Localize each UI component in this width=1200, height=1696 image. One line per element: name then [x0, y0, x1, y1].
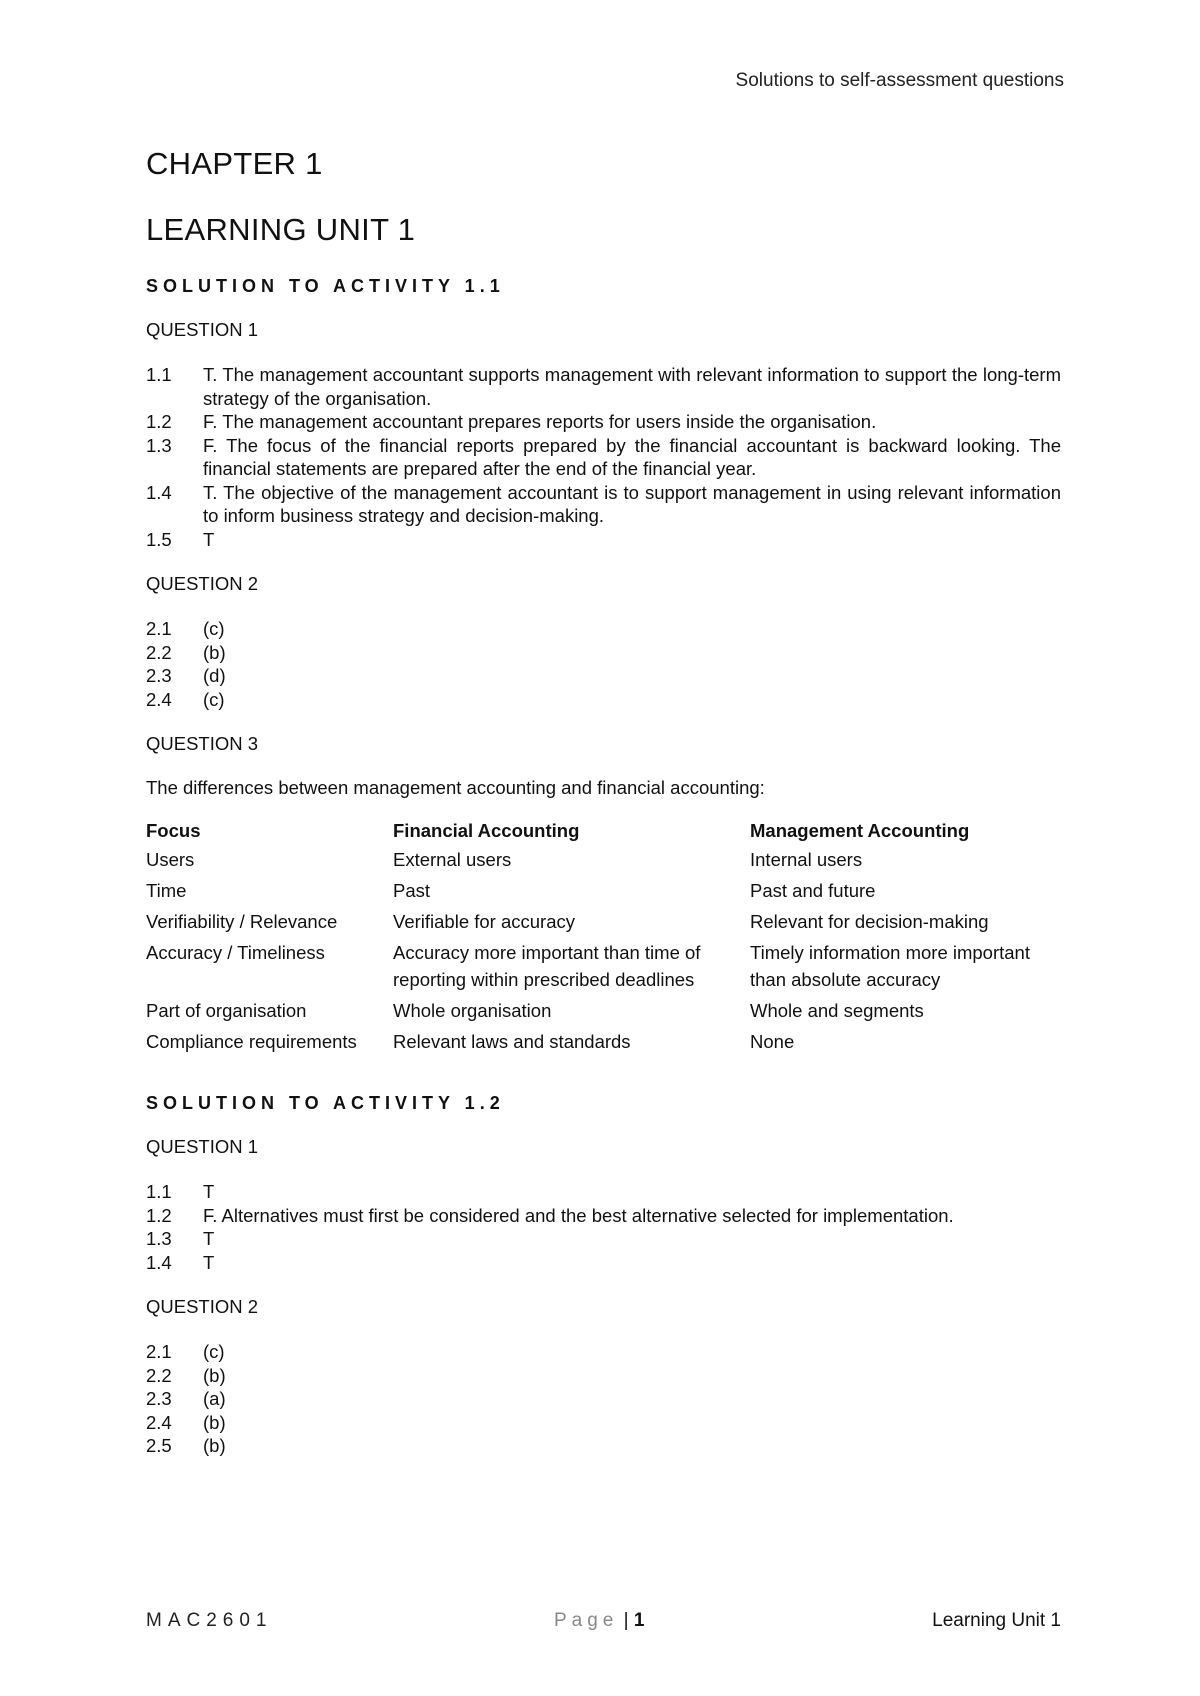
- list-item: [146, 664, 1061, 688]
- unit-title: LEARNING UNIT 1: [146, 212, 416, 247]
- column-header-focus: Focus: [146, 820, 201, 841]
- item-answer: (c): [203, 688, 225, 710]
- list-item: [146, 1180, 1061, 1204]
- table-cell: Time: [146, 880, 187, 901]
- list-item: [146, 1411, 1061, 1435]
- item-answer: (d): [203, 665, 226, 686]
- chapter-title: CHAPTER 1: [146, 146, 323, 181]
- table-cell: Whole and segments: [750, 1000, 924, 1021]
- table-cell: Compliance requirements: [146, 1031, 357, 1052]
- item-answer: (c): [203, 618, 225, 639]
- table-cell: Relevant for decision-making: [750, 911, 989, 932]
- item-number: 2.2: [146, 641, 172, 663]
- table-cell: Past: [393, 880, 431, 901]
- item-answer: T. The objective of the management accountant is to support management in using relevant information to inform business strategy and decision-making.: [203, 481, 1061, 526]
- item-number: 1.2: [146, 1204, 172, 1226]
- item-answer: T: [203, 1251, 215, 1273]
- table-row: [146, 877, 1061, 908]
- table-cell: None: [750, 1031, 795, 1052]
- table-cell: Past and future: [750, 880, 876, 901]
- question-3-label: QUESTION 3: [146, 733, 259, 754]
- question-1-label: QUESTION 1: [146, 319, 259, 340]
- table-header-row: [146, 819, 1061, 846]
- page-content: [146, 146, 1061, 1480]
- list-item: [146, 1204, 1061, 1228]
- page-number: 1: [633, 1610, 645, 1631]
- list-item: [146, 617, 1061, 641]
- item-number: 2.5: [146, 1435, 172, 1456]
- item-answer: T: [203, 528, 215, 550]
- item-number: 2.4: [146, 1411, 172, 1433]
- question-list: [146, 1180, 1061, 1274]
- page-word: Page: [554, 1610, 619, 1631]
- table-row: [146, 1028, 1061, 1059]
- page-indicator: [554, 1610, 644, 1632]
- item-answer: F. The focus of the financial reports prepared by the financial accountant is backward looking. The financial statements are prepared after the end of the financial year.: [203, 434, 1061, 479]
- question-list: [146, 1340, 1061, 1458]
- table-row: [146, 846, 1061, 877]
- item-answer: (c): [203, 1341, 225, 1362]
- course-code: MAC2601: [146, 1610, 273, 1631]
- item-answer: T: [203, 1228, 215, 1249]
- question-3-intro: The differences between management accounting and financial accounting:: [146, 777, 765, 798]
- list-item: [146, 528, 1061, 552]
- item-number: 1.4: [146, 481, 172, 503]
- table-cell: Accuracy / Timeliness: [146, 942, 325, 963]
- item-number: 1.1: [146, 1181, 172, 1202]
- differences-table: [146, 819, 1061, 1059]
- table-cell: External users: [393, 849, 512, 870]
- running-header: Solutions to self-assessment questions: [735, 70, 1064, 91]
- question-list: [146, 363, 1061, 551]
- question-2-label: QUESTION 2: [146, 573, 259, 594]
- question-2-label: QUESTION 2: [146, 1296, 259, 1317]
- item-answer: (b): [203, 1435, 226, 1456]
- activity-1-2-heading: SOLUTION TO ACTIVITY 1.2: [146, 1093, 505, 1113]
- list-item: [146, 641, 1061, 665]
- item-number: 1.5: [146, 528, 172, 550]
- list-item: [146, 481, 1061, 528]
- table-cell: Whole organisation: [393, 1000, 552, 1021]
- list-item: [146, 1364, 1061, 1388]
- item-answer: (b): [203, 641, 226, 663]
- table-cell: Verifiable for accuracy: [393, 911, 576, 932]
- page-separator: |: [623, 1610, 629, 1631]
- table-cell: Part of organisation: [146, 1000, 307, 1021]
- list-item: [146, 1387, 1061, 1411]
- question-list: [146, 617, 1061, 711]
- table-cell: Timely information more important than absolute accuracy: [750, 942, 1030, 990]
- table-cell: Verifiability / Relevance: [146, 911, 338, 932]
- item-answer: (a): [203, 1388, 226, 1409]
- item-number: 2.1: [146, 1341, 172, 1362]
- column-header-management: Management Accounting: [750, 820, 970, 841]
- item-number: 1.3: [146, 434, 172, 456]
- list-item: [146, 1340, 1061, 1364]
- item-number: 1.2: [146, 411, 172, 432]
- item-number: 2.3: [146, 665, 172, 686]
- list-item: [146, 363, 1061, 410]
- table-row: [146, 939, 1061, 997]
- activity-1-1-heading: SOLUTION TO ACTIVITY 1.1: [146, 276, 505, 296]
- table-cell: Accuracy more important than time of reporting within prescribed deadlines: [393, 942, 701, 990]
- item-number: 2.4: [146, 688, 172, 710]
- table-cell: Relevant laws and standards: [393, 1031, 631, 1052]
- list-item: [146, 410, 1061, 434]
- page-footer: [146, 1610, 1061, 1634]
- item-answer: T: [203, 1181, 215, 1202]
- item-answer: F. The management accountant prepares reports for users inside the organisation.: [203, 411, 877, 432]
- item-answer: T. The management accountant supports management with relevant information to support the long-term strategy of the organisation.: [203, 364, 1061, 409]
- table-body: [146, 846, 1061, 1059]
- item-number: 2.3: [146, 1388, 172, 1409]
- item-answer: (b): [203, 1411, 226, 1433]
- item-number: 1.1: [146, 364, 172, 385]
- table-cell: Internal users: [750, 849, 863, 870]
- item-answer: (b): [203, 1364, 226, 1386]
- item-number: 2.1: [146, 618, 172, 639]
- column-header-financial: Financial Accounting: [393, 820, 580, 841]
- question-1-label: QUESTION 1: [146, 1136, 259, 1157]
- item-number: 2.2: [146, 1364, 172, 1386]
- table-cell: Users: [146, 849, 195, 870]
- table-row: [146, 997, 1061, 1028]
- list-item: [146, 1227, 1061, 1251]
- list-item: [146, 688, 1061, 712]
- list-item: [146, 1434, 1061, 1458]
- footer-unit-label: Learning Unit 1: [932, 1610, 1061, 1631]
- list-item: [146, 434, 1061, 481]
- list-item: [146, 1251, 1061, 1275]
- item-number: 1.3: [146, 1228, 172, 1249]
- item-number: 1.4: [146, 1251, 172, 1273]
- item-answer: F. Alternatives must first be considered and the best alternative selected for implementation.: [203, 1204, 954, 1226]
- table-row: [146, 908, 1061, 939]
